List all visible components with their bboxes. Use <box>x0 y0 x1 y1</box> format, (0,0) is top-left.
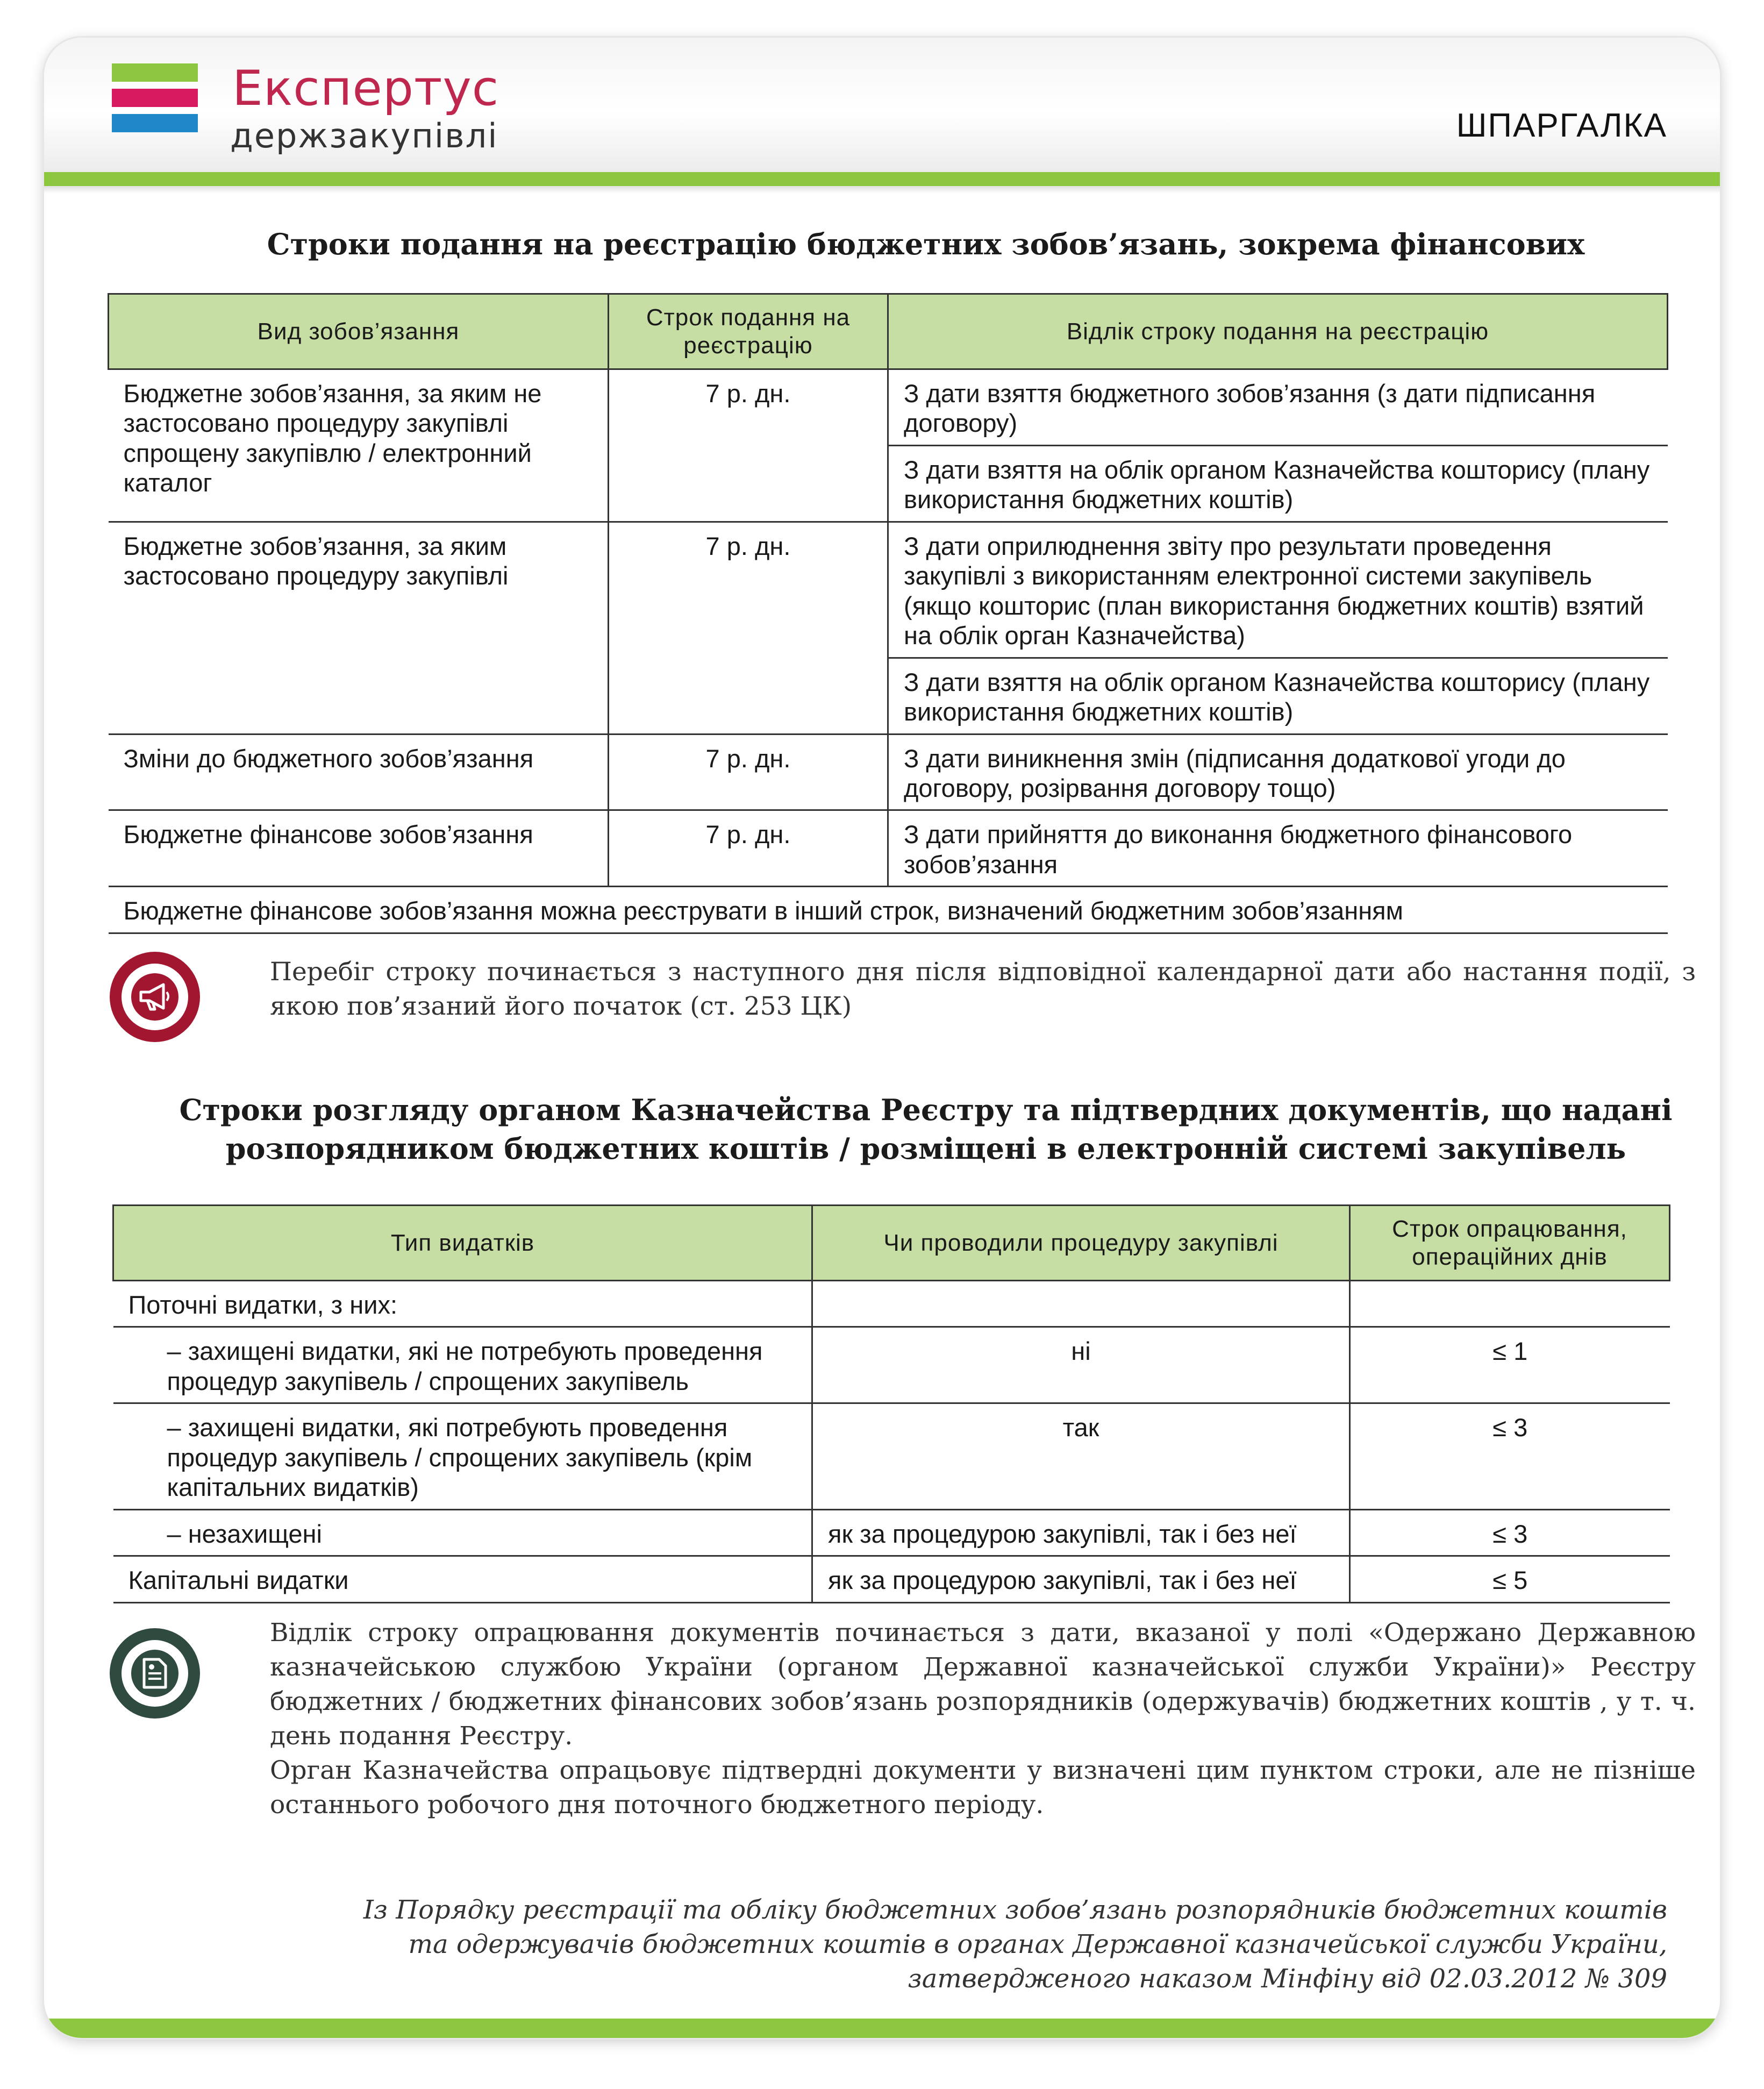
info-note-term-start: Перебіг строку починається з наступного дня після відповідної календарної дати або настання події, з якою пов’язаний його початок (ст. 253 ЦК) <box>270 957 1696 1021</box>
info-paragraph: Відлік строку опрацювання документів починається з дати, вказаної у полі «Одержано Державною казначейською службою України (органом Державної казначейської служби України)» Реєстру бюджетних / бюджетних фінансових зобов’язань розпорядників (одержувачів) бюджетних коштів , у т. ч. день подання Реєстру. <box>270 1618 1696 1751</box>
count-from-cell: З дати взяття на облік органом Казначейства кошторису (плану використання бюджетних коштів) <box>888 658 1668 734</box>
column-header-procurement: Чи проводили процедуру закупівлі <box>812 1206 1350 1281</box>
expense-type-cell: – захищені видатки, які не потребують проведення процедур закупівель / спрощених закупівель <box>113 1327 812 1403</box>
table1-title: Строки подання на реєстрацію бюджетних зобов’язань, зокрема фінансових <box>267 227 1585 261</box>
logo-stripe-green <box>112 63 198 82</box>
logo-mark <box>112 63 198 139</box>
processing-days-cell: ≤ 3 <box>1350 1403 1670 1509</box>
info-paragraph: Орган Казначейства опрацьовує підтвердні документи у визначені цим пунктом строки, але не пізніше останнього робочого дня поточного бюджетного періоду. <box>270 1756 1696 1820</box>
table-row <box>113 1403 1670 1509</box>
table-row <box>109 734 1668 810</box>
info-badge <box>110 1628 200 1719</box>
logo-stripe-pink <box>112 89 198 107</box>
procurement-cell: як за процедурою закупівлі, так і без неї <box>812 1556 1350 1602</box>
table-row <box>109 522 1668 658</box>
table-row <box>109 369 1668 446</box>
procurement-cell: ні <box>812 1327 1350 1403</box>
processing-terms-table <box>112 1204 1670 1603</box>
logo-stripe-blue <box>112 114 198 132</box>
submission-term-cell: 7 р. дн. <box>609 522 888 734</box>
registration-terms-table <box>108 293 1668 934</box>
info-note-processing <box>270 1616 1696 1822</box>
table-note-row <box>109 887 1668 933</box>
obligation-type-cell: Зміни до бюджетного зобов’язання <box>109 734 609 810</box>
submission-term-cell: 7 р. дн. <box>609 734 888 810</box>
document-icon <box>141 1657 169 1689</box>
table-header-row <box>109 294 1668 369</box>
table-row <box>113 1509 1670 1556</box>
column-header-type: Вид зобов’язання <box>109 294 609 369</box>
obligation-type-cell: Бюджетне зобов’язання, за яким застосовано процедуру закупівлі <box>109 522 609 734</box>
expense-type-cell: – захищені видатки, які потребують проведення процедур закупівель / спрощених закупівель (крім капітальних видатків) <box>113 1403 812 1509</box>
column-header-expense-type: Тип видатків <box>113 1206 812 1281</box>
obligation-type-cell: Бюджетне фінансове зобов’язання <box>109 810 609 887</box>
table2-title-line1: Строки розгляду органом Казначейства Реєстру та підтвердних документів, що надані <box>179 1093 1673 1127</box>
table2-title <box>109 1090 1720 1168</box>
column-header-processing-days: Строк опрацювання, операційних днів <box>1350 1206 1670 1281</box>
header <box>44 38 1720 172</box>
footer-divider <box>44 2019 1720 2038</box>
submission-term-cell: 7 р. дн. <box>609 369 888 522</box>
table-note: Бюджетне фінансове зобов’язання можна реєструвати в інший строк, визначений бюджетним зобов’язанням <box>109 887 1668 933</box>
processing-days-cell <box>1350 1281 1670 1327</box>
count-from-cell: З дати виникнення змін (підписання додаткової угоди до договору, розірвання договору тощо) <box>888 734 1668 810</box>
document-type-label: ШПАРГАЛКА <box>1456 107 1667 144</box>
column-header-term: Строк подання на реєстрацію <box>609 294 888 369</box>
cheat-sheet-card <box>44 38 1720 2038</box>
processing-days-cell: ≤ 5 <box>1350 1556 1670 1602</box>
brand-name: Експертус <box>232 60 499 117</box>
count-from-cell: З дати взяття на облік органом Казначейства кошторису (плану використання бюджетних коштів) <box>888 445 1668 522</box>
column-header-count-from: Відлік строку подання на реєстрацію <box>888 294 1668 369</box>
obligation-type-cell: Бюджетне зобов’язання, за яким не застосовано процедуру закупівлі спрощену закупівлю / електронний каталог <box>109 369 609 522</box>
table2-title-line2: розпорядником бюджетних коштів / розміщені в електронній системі закупівель <box>225 1131 1626 1166</box>
count-from-cell: З дати оприлюднення звіту про результати проведення закупівлі з використанням електронної системи закупівель (якщо кошторис (план використання бюджетних коштів) взятий на облік орган Казначейства) <box>888 522 1668 658</box>
source-line: Із Порядку реєстрації та обліку бюджетних зобов’язань розпорядників бюджетних коштів <box>363 1895 1667 1925</box>
source-line: затвердженого наказом Мінфіну від 02.03.2012 № 309 <box>908 1964 1667 1994</box>
count-from-cell: З дати прийняття до виконання бюджетного фінансового зобов’язання <box>888 810 1668 887</box>
procurement-cell: як за процедурою закупівлі, так і без неї <box>812 1509 1350 1556</box>
count-from-cell: З дати взяття бюджетного зобов’язання (з дати підписання договору) <box>888 369 1668 446</box>
source-line: та одержувачів бюджетних коштів в органах Державної казначейської служби України, <box>408 1929 1667 1959</box>
table-header-row <box>113 1206 1670 1281</box>
processing-days-cell: ≤ 3 <box>1350 1509 1670 1556</box>
processing-days-cell: ≤ 1 <box>1350 1327 1670 1403</box>
header-divider <box>44 172 1720 186</box>
expense-type-cell: – незахищені <box>113 1509 812 1556</box>
megaphone-icon <box>138 981 172 1013</box>
info-badge <box>110 952 200 1042</box>
table-row <box>109 810 1668 887</box>
source-citation <box>269 1893 1667 1996</box>
procurement-cell <box>812 1281 1350 1327</box>
table-row <box>113 1556 1670 1602</box>
table-row <box>113 1327 1670 1403</box>
procurement-cell: так <box>812 1403 1350 1509</box>
table-row <box>113 1281 1670 1327</box>
submission-term-cell: 7 р. дн. <box>609 810 888 887</box>
brand-subtitle: держзакупівлі <box>230 116 498 155</box>
expense-type-cell: Капітальні видатки <box>113 1556 812 1602</box>
expense-type-cell: Поточні видатки, з них: <box>113 1281 812 1327</box>
